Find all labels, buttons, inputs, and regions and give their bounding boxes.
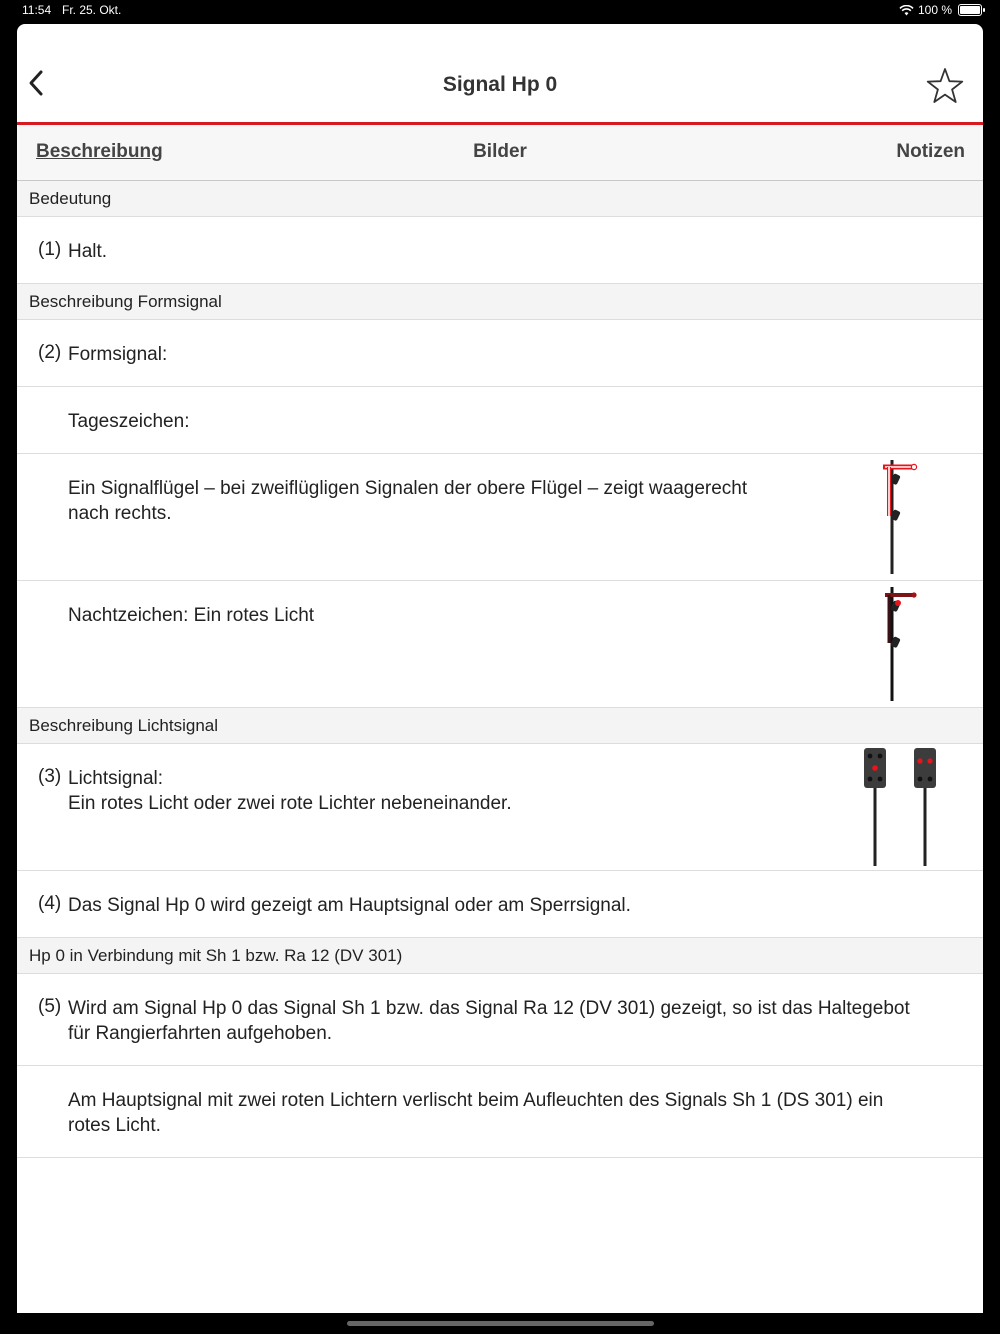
list-item	[17, 744, 983, 871]
detail-sheet	[17, 24, 983, 1313]
item-text-line: Ein rotes Licht oder zwei rote Lichter nebeneinander.	[68, 793, 512, 814]
item-text-line: Am Hauptsignal mit zwei roten Lichtern verlischt beim Aufleuchten des Signals Sh 1 (DS 301) ein	[68, 1090, 884, 1111]
list-item	[17, 974, 983, 1066]
list-item	[17, 320, 983, 387]
light-signal-image[interactable]	[862, 746, 942, 868]
item-text-line: rotes Licht.	[68, 1115, 161, 1136]
item-number: (4)	[38, 893, 62, 914]
item-number: (1)	[38, 239, 62, 260]
wifi-icon	[899, 5, 914, 16]
item-text	[68, 1088, 883, 1138]
item-text-line: nach rechts.	[68, 503, 172, 524]
item-text-line: für Rangierfahrten aufgehoben.	[68, 1023, 333, 1044]
item-number: (5)	[38, 996, 62, 1017]
status-right	[899, 3, 982, 17]
section-header-bedeutung: Bedeutung	[17, 181, 983, 217]
favorite-star-icon[interactable]	[925, 66, 965, 106]
status-bar	[0, 0, 1000, 22]
item-text: Tageszeichen:	[68, 411, 190, 432]
list-item	[17, 581, 983, 708]
tab-bilder[interactable]: Bilder	[473, 141, 527, 162]
tab-beschreibung[interactable]: Beschreibung	[36, 141, 163, 162]
item-text: Halt.	[68, 241, 108, 262]
item-text	[68, 766, 512, 816]
item-text-line: Ein Signalflügel – bei zweiflügligen Signalen der obere Flügel – zeigt waagerecht	[68, 478, 748, 499]
item-number: (3)	[38, 766, 62, 787]
list-item	[17, 871, 983, 938]
status-date: Fr. 25. Okt.	[62, 3, 122, 17]
tab-notizen[interactable]: Notizen	[896, 141, 965, 162]
list-item	[17, 217, 983, 284]
battery-icon	[958, 4, 982, 16]
page-title: Signal Hp 0	[442, 73, 558, 96]
item-text: Nachtzeichen: Ein rotes Licht	[68, 605, 315, 626]
list-item	[17, 454, 983, 581]
status-time: 11:54	[22, 3, 52, 17]
battery-percent: 100 %	[917, 3, 952, 17]
list-item	[17, 387, 983, 454]
form-signal-day-image[interactable]	[877, 458, 921, 576]
section-header-verbindung: Hp 0 in Verbindung mit Sh 1 bzw. Ra 12 (DV 301)	[17, 938, 983, 974]
item-text	[68, 476, 828, 526]
item-number: (2)	[38, 342, 62, 363]
tab-bar	[17, 125, 983, 181]
item-text: Das Signal Hp 0 wird gezeigt am Hauptsignal oder am Sperrsignal.	[68, 895, 631, 916]
list-item	[17, 1066, 983, 1158]
section-header-lichtsignal: Beschreibung Lichtsignal	[17, 708, 983, 744]
home-indicator[interactable]	[347, 1321, 654, 1326]
item-text: Formsignal:	[68, 344, 168, 365]
item-text-line: Lichtsignal:	[68, 768, 164, 789]
form-signal-night-image[interactable]	[877, 585, 921, 703]
section-header-formsignal: Beschreibung Formsignal	[17, 284, 983, 320]
item-text	[68, 996, 910, 1046]
nav-bar	[17, 24, 983, 125]
item-text-line: Wird am Signal Hp 0 das Signal Sh 1 bzw. das Signal Ra 12 (DV 301) gezeigt, so ist das Haltegebot	[68, 998, 910, 1019]
